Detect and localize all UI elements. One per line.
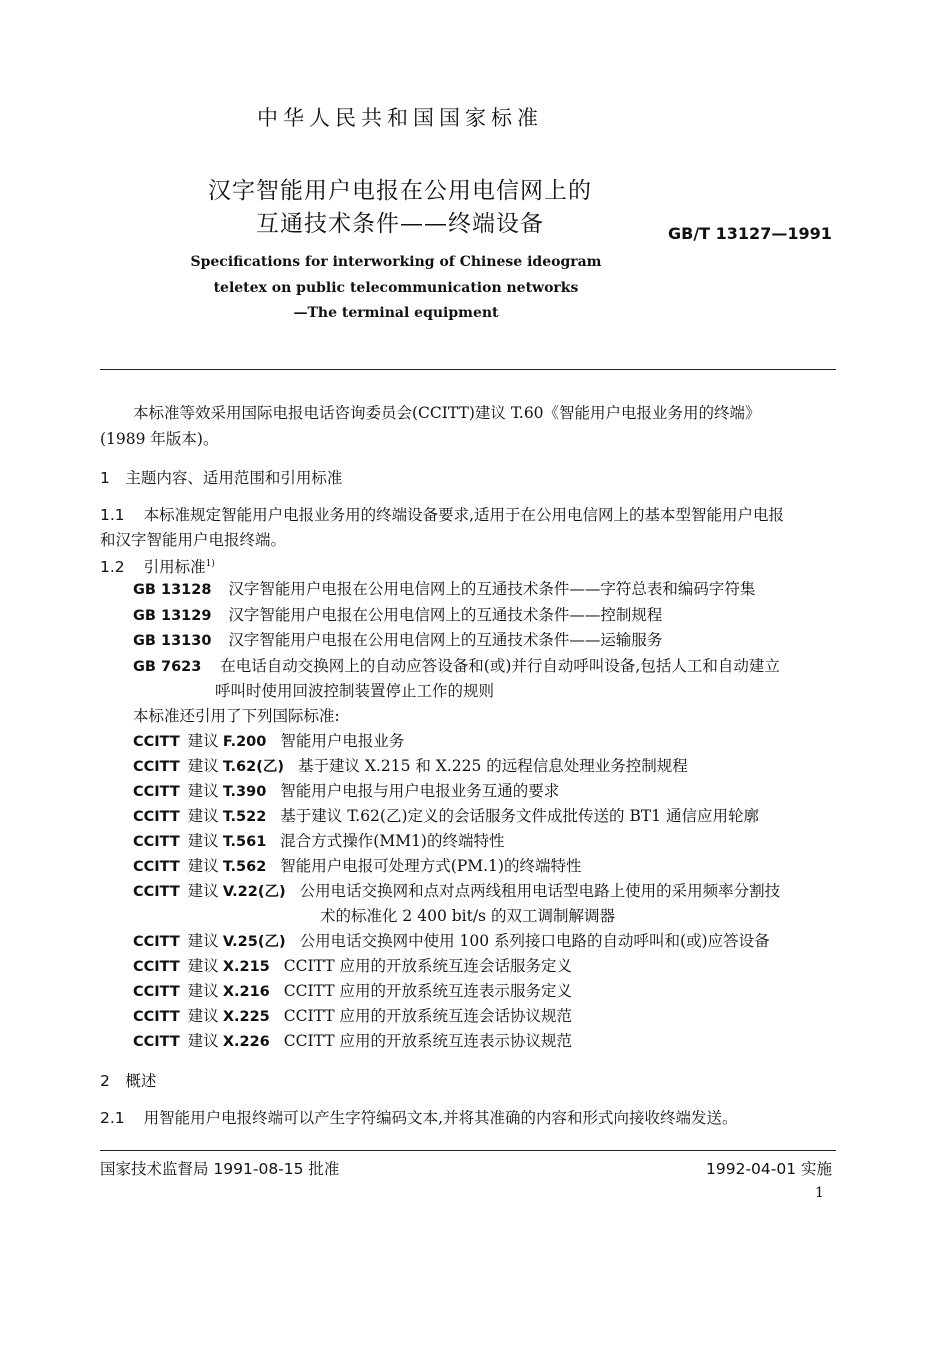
ccitt-ref-rec: 建议 — [187, 1032, 219, 1050]
approval-date: 国家技术监督局 1991-08-15 批准 — [100, 1160, 340, 1178]
ccitt-ref-text: 基于建议 X.215 和 X.225 的远程信息处理业务控制规程 — [297, 757, 688, 775]
title-en-line1: Specifications for interworking of Chinese ideogram — [190, 254, 602, 270]
ccitt-ref-code: V.22(乙) — [222, 884, 286, 900]
gb-ref-code: GB 13129 — [133, 608, 212, 624]
section1-1-line1 — [100, 503, 836, 528]
ccitt-ref-rec: 建议 — [187, 732, 219, 750]
gb-ref-item — [133, 577, 755, 599]
ccitt-ref-prefix: CCITT — [133, 834, 180, 850]
ccitt-ref-text: CCITT 应用的开放系统互连表示协议规范 — [283, 1032, 573, 1050]
ccitt-ref-item — [133, 879, 780, 901]
ccitt-ref-prefix: CCITT — [133, 959, 180, 975]
gb-ref-item — [133, 603, 662, 625]
ccitt-ref-text: CCITT 应用的开放系统互连会话协议规范 — [283, 1007, 573, 1025]
ccitt-ref-prefix: CCITT — [133, 759, 180, 775]
gb-ref-item — [133, 628, 662, 650]
ccitt-ref-code: V.25(乙) — [222, 934, 286, 950]
ccitt-ref-prefix: CCITT — [133, 809, 180, 825]
ccitt-ref-text: 公用电话交换网和点对点两线租用电话型电路上使用的采用频率分割技 — [299, 882, 781, 900]
ccitt-ref-code: F.200 — [222, 734, 267, 750]
gb-ref-code: GB 13128 — [133, 582, 212, 598]
section1-2-label: 引用标准 — [143, 558, 206, 577]
ccitt-ref-rec: 建议 — [187, 882, 219, 900]
gb-ref-text: 汉字智能用户电报在公用电信网上的互通技术条件——控制规程 — [228, 606, 663, 624]
ccitt-ref-rec: 建议 — [187, 1007, 219, 1025]
ccitt-ref-code: X.215 — [222, 959, 270, 975]
ccitt-ref-text: 智能用户电报可处理方式(PM.1)的终端特性 — [280, 857, 582, 875]
ccitt-ref-item — [133, 1004, 572, 1026]
ccitt-ref-code: T.522 — [222, 809, 267, 825]
ccitt-ref-prefix: CCITT — [133, 884, 180, 900]
ccitt-ref-prefix: CCITT — [133, 1009, 180, 1025]
ccitt-ref-code: X.216 — [222, 984, 270, 1000]
title-zh-line2: 互通技术条件——终端设备 — [256, 211, 544, 237]
title-zh-line1: 汉字智能用户电报在公用电信网上的 — [208, 178, 592, 204]
ccitt-ref-rec: 建议 — [187, 857, 219, 875]
ccitt-ref-rec: 建议 — [187, 807, 219, 825]
standard-number: GB/T 13127—1991 — [668, 224, 832, 243]
ccitt-ref-item — [133, 854, 581, 876]
ccitt-ref-prefix: CCITT — [133, 1034, 180, 1050]
ccitt-ref-item — [133, 754, 688, 776]
national-standard-header: 中华人民共和国国家标准 — [257, 106, 543, 130]
title-en-line2: teletex on public telecommunication networks — [213, 280, 579, 296]
gb-ref-code: GB 13130 — [133, 633, 212, 649]
page-number: 1 — [815, 1185, 824, 1201]
ccitt-ref-code: T.561 — [222, 834, 267, 850]
ccitt-ref-prefix: CCITT — [133, 734, 180, 750]
ccitt-ref-rec: 建议 — [187, 757, 219, 775]
ccitt-ref-code: X.226 — [222, 1034, 270, 1050]
section1-2 — [100, 552, 836, 580]
section2-1 — [100, 1106, 836, 1131]
ccitt-ref-text-continued: 术的标准化 2 400 bit/s 的双工调制解调器 — [320, 907, 615, 925]
ccitt-ref-prefix: CCITT — [133, 934, 180, 950]
ccitt-ref-code: T.390 — [222, 784, 267, 800]
section2-heading: 2 概述 — [100, 1072, 157, 1090]
section1-1-number: 1.1 — [100, 506, 125, 524]
section1-1-line2: 和汉字智能用户电报终端。 — [100, 531, 287, 549]
ccitt-ref-item — [133, 729, 404, 751]
intro-line2: (1989 年版本)。 — [100, 430, 219, 448]
intro-line1: 本标准等效采用国际电报电话咨询委员会(CCITT)建议 T.60《智能用户电报业务用的终端》 — [133, 404, 761, 422]
footnote-marker: 1) — [205, 559, 215, 569]
gb-ref-item — [133, 654, 780, 676]
gb-ref-text: 在电话自动交换网上的自动应答设备和(或)并行自动呼叫设备,包括人工和自动建立 — [220, 657, 780, 675]
section1-2-number: 1.2 — [100, 558, 125, 577]
ccitt-ref-rec: 建议 — [187, 782, 219, 800]
section1-heading: 1 主题内容、适用范围和引用标准 — [100, 469, 343, 487]
ccitt-ref-code: X.225 — [222, 1009, 270, 1025]
ccitt-ref-text: 智能用户电报与用户电报业务互通的要求 — [280, 782, 560, 800]
gb-ref-text: 汉字智能用户电报在公用电信网上的互通技术条件——运输服务 — [228, 631, 663, 649]
ccitt-ref-text: 混合方式操作(MM1)的终端特性 — [280, 832, 505, 850]
ccitt-ref-code: T.62(乙) — [222, 759, 284, 775]
ccitt-ref-item — [133, 1029, 572, 1051]
ccitt-ref-prefix: CCITT — [133, 859, 180, 875]
ccitt-ref-item — [133, 779, 559, 801]
gb-ref-code: GB 7623 — [133, 659, 202, 675]
ccitt-ref-rec: 建议 — [187, 957, 219, 975]
ccitt-ref-code: T.562 — [222, 859, 267, 875]
ccitt-ref-text: 基于建议 T.62(乙)定义的会话服务文件成批传送的 BT1 通信应用轮廓 — [280, 807, 759, 825]
section1-1-text: 本标准规定智能用户电报业务用的终端设备要求,适用于在公用电信网上的基本型智能用户电报 — [143, 506, 785, 524]
ccitt-ref-text: 公用电话交换网中使用 100 系列接口电路的自动呼叫和(或)应答设备 — [299, 932, 770, 950]
ccitt-ref-text: CCITT 应用的开放系统互连表示服务定义 — [283, 982, 573, 1000]
ccitt-ref-item — [133, 979, 572, 1001]
section2-1-text: 用智能用户电报终端可以产生字符编码文本,并将其准确的内容和形式向接收终端发送。 — [143, 1109, 738, 1127]
ccitt-ref-prefix: CCITT — [133, 784, 180, 800]
effective-date: 1992-04-01 实施 — [706, 1160, 833, 1178]
footer-divider — [100, 1150, 836, 1151]
ccitt-ref-item — [133, 954, 572, 976]
gb-ref-text: 汉字智能用户电报在公用电信网上的互通技术条件——字符总表和编码字符集 — [228, 580, 756, 598]
gb-ref-text-continued: 呼叫时使用回波控制装置停止工作的规则 — [215, 682, 495, 700]
section2-1-number: 2.1 — [100, 1109, 125, 1127]
ccitt-ref-item — [133, 829, 504, 851]
ccitt-ref-text: CCITT 应用的开放系统互连会话服务定义 — [283, 957, 573, 975]
ccitt-ref-item — [133, 929, 770, 951]
ccitt-ref-text: 智能用户电报业务 — [280, 732, 405, 750]
ccitt-ref-item — [133, 804, 759, 826]
ccitt-ref-prefix: CCITT — [133, 984, 180, 1000]
ccitt-ref-rec: 建议 — [187, 932, 219, 950]
intl-standards-intro: 本标准还引用了下列国际标准: — [133, 707, 340, 725]
title-en-line3: —The terminal equipment — [293, 305, 499, 321]
ccitt-ref-rec: 建议 — [187, 982, 219, 1000]
header-divider — [100, 369, 836, 370]
ccitt-ref-rec: 建议 — [187, 832, 219, 850]
